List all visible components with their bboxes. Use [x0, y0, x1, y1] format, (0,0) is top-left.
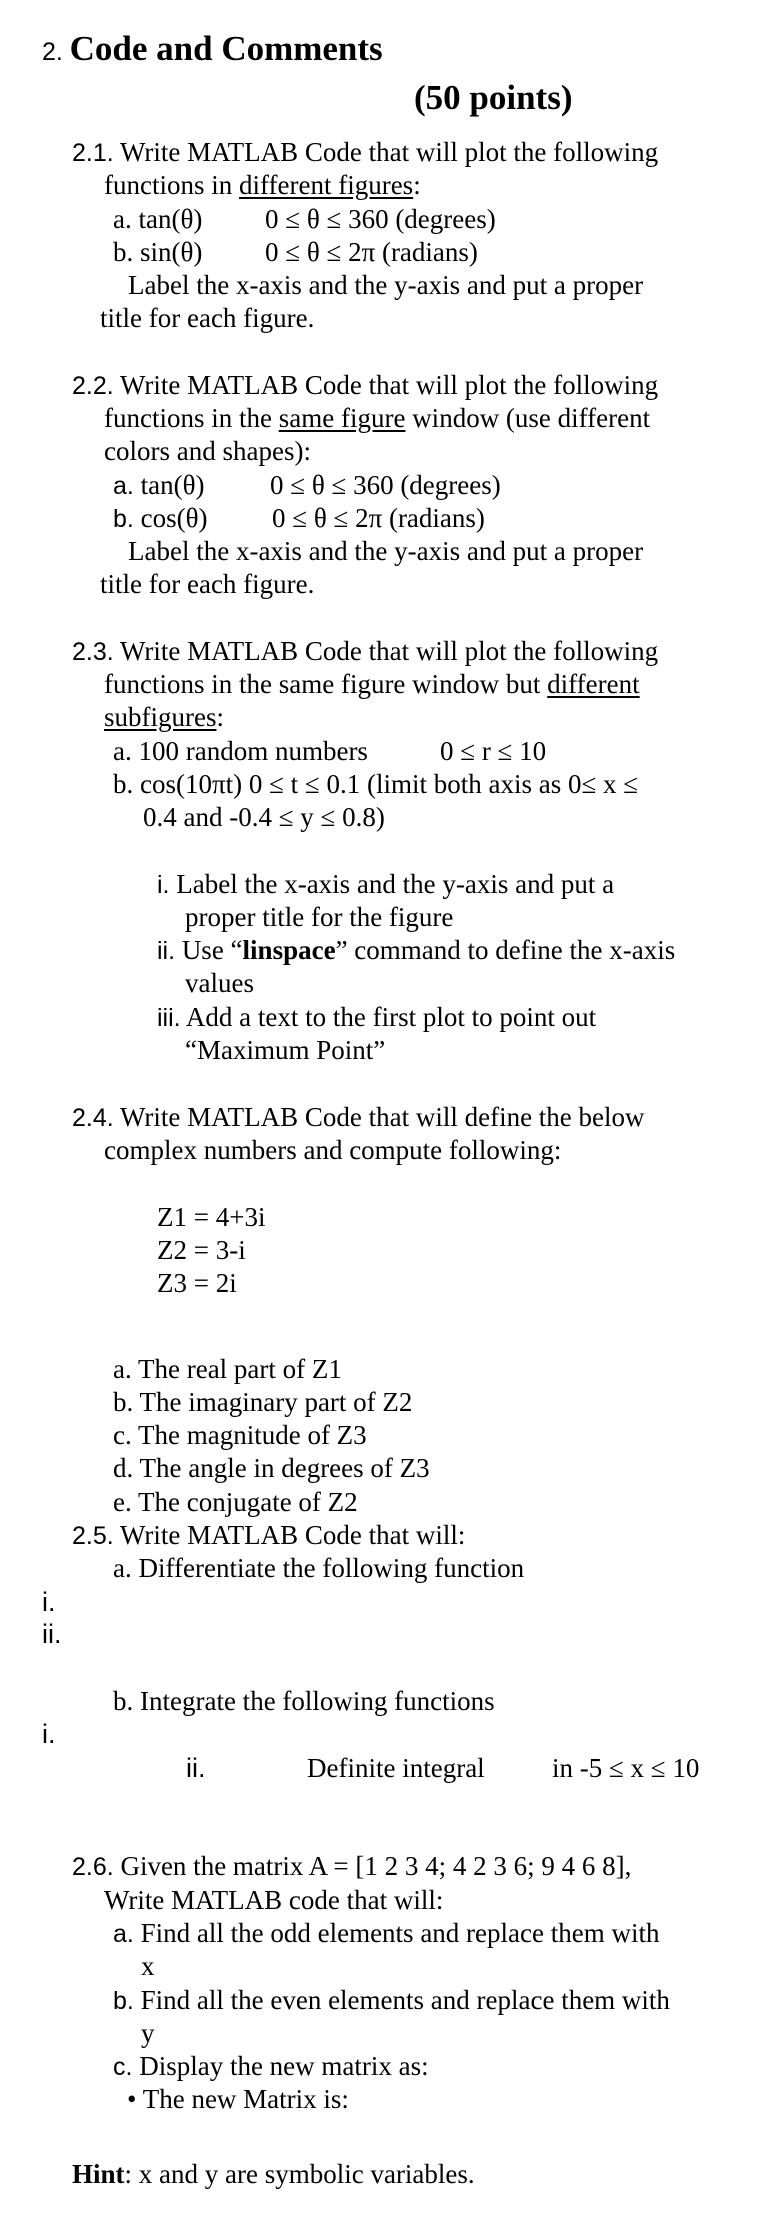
- q2-1-a-label: a. tan(θ): [113, 204, 203, 234]
- q2-4-z3: Z3 = 2i: [157, 1268, 237, 1298]
- q2-5-a-ii: ii.: [42, 1619, 62, 1649]
- q2-2-label-line1: Label the x-axis and the y-axis and put a proper: [128, 536, 644, 566]
- q2-3-line3: subfigures:: [104, 702, 224, 732]
- q2-2-a: a. tan(θ): [113, 470, 205, 500]
- q2-3-i-line2: proper title for the figure: [185, 902, 454, 932]
- q2-4-z1: Z1 = 4+3i: [157, 1202, 266, 1232]
- q2-1-label-line2: title for each figure.: [100, 303, 315, 333]
- section-points: (50 points): [414, 78, 573, 117]
- q2-3-number: 2.3.: [72, 638, 114, 666]
- q2-5-b-ii-text: Definite integral: [307, 1753, 485, 1783]
- q2-2-a-range: 0 ≤ θ ≤ 360 (degrees): [270, 470, 501, 500]
- q2-5-b-ii: ii.: [186, 1753, 206, 1783]
- q2-4-e: e. The conjugate of Z2: [113, 1487, 358, 1517]
- q2-5-b-ii-range: in -5 ≤ x ≤ 10: [552, 1753, 700, 1783]
- q2-3-ii: ii. Use “linspace” command to define the x-axis: [157, 935, 676, 965]
- q2-6-a-line2: x: [141, 1951, 155, 1981]
- q2-2-b-range: 0 ≤ θ ≤ 2π (radians): [272, 503, 485, 533]
- q2-1-label-line1: Label the x-axis and the y-axis and put a proper: [128, 270, 644, 300]
- q2-6-line1: 2.6. Given the matrix A = [1 2 3 4; 4 2 3 6; 9 4 6 8],: [72, 1851, 632, 1881]
- q2-1-b-range: 0 ≤ θ ≤ 2π (radians): [265, 237, 478, 267]
- q2-5-number: 2.5.: [72, 1522, 114, 1550]
- q2-2-number: 2.2.: [72, 372, 114, 400]
- q2-3-i: i. Label the x-axis and the y-axis and put a: [157, 869, 615, 899]
- hint-label: Hint: [72, 2159, 125, 2189]
- q2-5-b-i: i.: [42, 1719, 56, 1749]
- q2-5-a: a. Differentiate the following function: [113, 1553, 525, 1583]
- q2-4-number: 2.4.: [72, 1104, 114, 1132]
- section-title: Code and Comments: [69, 29, 383, 68]
- q2-6-line2: Write MATLAB code that will:: [104, 1885, 444, 1915]
- q2-6-b-line2: y: [141, 2018, 155, 2048]
- q2-4-b: b. The imaginary part of Z2: [113, 1387, 413, 1417]
- q2-2-line2: functions in the same figure window (use different: [104, 403, 651, 433]
- q2-4-d: d. The angle in degrees of Z3: [113, 1453, 430, 1483]
- hint-line: [72, 2158, 475, 2190]
- q2-3-ii-line2: values: [185, 968, 254, 998]
- hint-text: : x and y are symbolic variables.: [124, 2159, 475, 2189]
- q2-3-line2: functions in the same figure window but different: [104, 669, 640, 699]
- q2-3-b-cont: 0.4 and -0.4 ≤ y ≤ 0.8): [143, 802, 385, 832]
- q2-3-iii: iii. Add a text to the first plot to point out: [157, 1002, 597, 1032]
- q2-5-line1: 2.5. Write MATLAB Code that will:: [72, 1520, 466, 1550]
- q2-1-line1: 2.1. Write MATLAB Code that will plot the following: [72, 137, 659, 167]
- q2-4-z2: Z2 = 3-i: [157, 1235, 246, 1265]
- q2-3-iii-line2: “Maximum Point”: [185, 1035, 386, 1065]
- bullet-icon: •: [127, 2084, 137, 2114]
- q2-1-line2: functions in different figures:: [104, 170, 421, 200]
- q2-6-number: 2.6.: [72, 1853, 114, 1881]
- q2-5-a-i: i.: [42, 1587, 56, 1617]
- q2-3-line1: 2.3. Write MATLAB Code that will plot the following: [72, 636, 659, 666]
- q2-3-a-text: a. 100 random numbers: [113, 736, 368, 766]
- q2-3-b-text: b. cos(10πt) 0 ≤ t ≤ 0.1 (limit both axis as 0≤ x ≤: [113, 769, 639, 799]
- q2-3-a-range: 0 ≤ r ≤ 10: [440, 736, 547, 766]
- q2-6-bullet-item: • The new Matrix is:: [127, 2084, 349, 2114]
- q2-4-line2: complex numbers and compute following:: [104, 1135, 562, 1165]
- q2-1-a-range: 0 ≤ θ ≤ 360 (degrees): [265, 204, 496, 234]
- section-header: [42, 29, 383, 68]
- q2-6-c: c. Display the new matrix as:: [113, 2051, 429, 2081]
- q2-1-b-label: b. sin(θ): [113, 237, 203, 267]
- q2-6-b: b. Find all the even elements and replace them with: [113, 1985, 670, 2015]
- section-number: 2.: [42, 38, 63, 66]
- q2-2-line3: colors and shapes):: [104, 436, 311, 466]
- q2-2-line1: 2.2. Write MATLAB Code that will plot the following: [72, 370, 659, 400]
- q2-4-line1: 2.4. Write MATLAB Code that will define the below: [72, 1102, 645, 1132]
- q2-1-number: 2.1.: [72, 139, 114, 167]
- q2-4-a: a. The real part of Z1: [113, 1354, 342, 1384]
- q2-5-b: b. Integrate the following functions: [113, 1686, 495, 1716]
- q2-2-b: b. cos(θ): [113, 503, 208, 533]
- q2-4-c: c. The magnitude of Z3: [113, 1420, 367, 1450]
- q2-2-label-line2: title for each figure.: [100, 569, 315, 599]
- q2-6-a: a. Find all the odd elements and replace them with: [113, 1918, 660, 1948]
